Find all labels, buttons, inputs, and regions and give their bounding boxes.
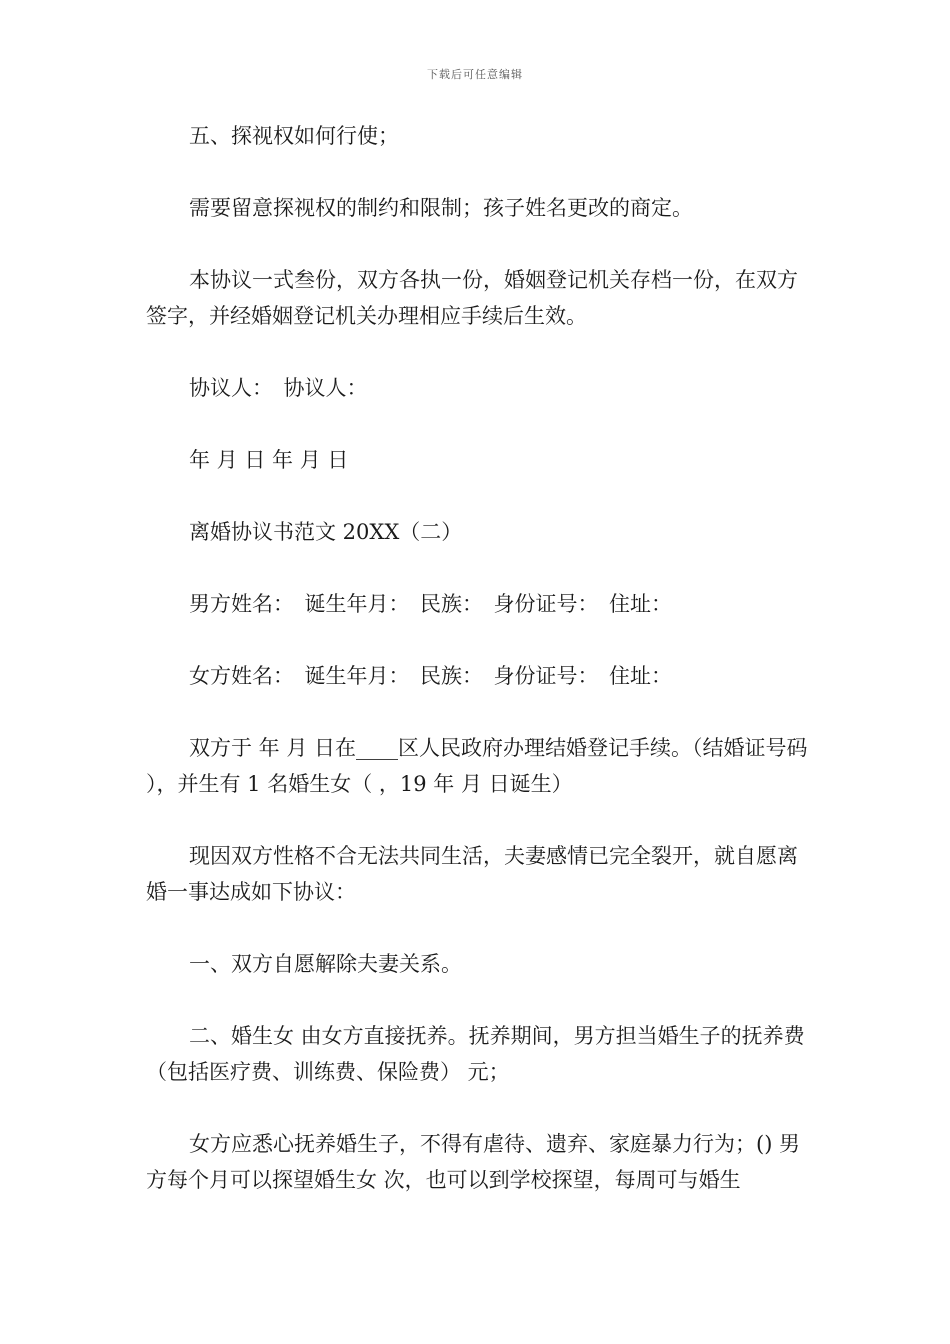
male-party-info: 男方姓名： 诞生年月： 民族： 身份证号： 住址： [189, 592, 672, 616]
paragraph: 现因双方性格不合无法共同生活，夫妻感情已完全裂开，就自愿离婚一事达成如下协议： [146, 844, 798, 904]
paragraph: 需要留意探视权的制约和限制；孩子姓名更改的商定。 [189, 196, 693, 220]
date-line: 年 月 日 年 月 日 [189, 448, 349, 472]
document-body [146, 118, 808, 1234]
female-party-info: 女方姓名： 诞生年月： 民族： 身份证号： 住址： [189, 664, 672, 688]
paragraph: 双方于 年 月 日在____区人民政府办理结婚登记手续。（结婚证号码 ），并生有 1 名婚生女（ ，19 年 月 日诞生） [146, 736, 808, 796]
clause-two: 二、婚生女 由女方直接抚养。抚养期间，男方担当婚生子的抚养费（包括医疗费、训练费、保险费） 元； [146, 1024, 805, 1084]
page-header: 下载后可任意编辑 [427, 68, 523, 81]
clause-one: 一、双方自愿解除夫妻关系。 [189, 952, 462, 976]
paragraph: 本协议一式叁份，双方各执一份，婚姻登记机关存档一份，在双方签字，并经婚姻登记机关办理相应手续后生效。 [146, 268, 798, 328]
paragraph: 女方应悉心抚养婚生子，不得有虐待、遗弃、家庭暴力行为；() 男方每个月可以探望婚生女 次，也可以到学校探望，每周可与婚生 [146, 1132, 801, 1192]
section-title: 离婚协议书范文 20XX（二） [189, 520, 463, 544]
signature-line: 协议人： 协议人： [189, 376, 368, 400]
paragraph: 五、探视权如何行使； [189, 124, 399, 148]
